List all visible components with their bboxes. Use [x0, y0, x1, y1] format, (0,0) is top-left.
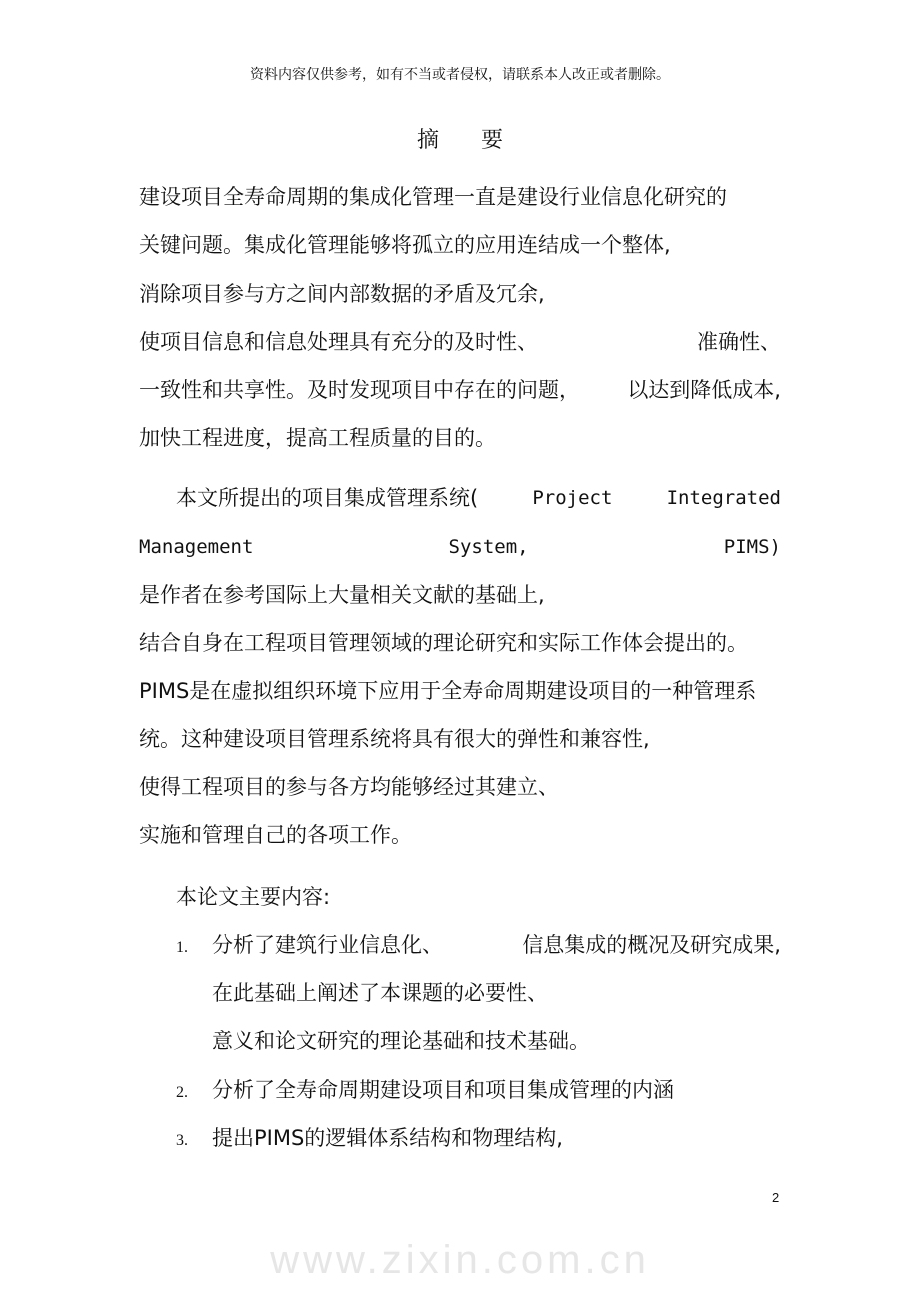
list-number: 1. [176, 939, 188, 956]
paragraph-line: 加快工程进度，提高工程质量的目的。 [139, 426, 496, 450]
paragraph-line: 实施和管理自己的各项工作。 [139, 823, 412, 847]
text: 信息集成的概况及研究成果, [522, 933, 781, 957]
list-item-continuation: 意义和论文研究的理论基础和技术基础。 [212, 1029, 590, 1053]
paragraph-line [176, 484, 781, 512]
list-number: 2. [176, 1084, 188, 1101]
paragraph-line [139, 533, 781, 561]
page-header-disclaimer: 资料内容仅供参考，如有不当或者侵权，请联系本人改正或者删除。 [250, 67, 670, 83]
paragraph-line [139, 328, 781, 356]
contents-heading: 本论文主要内容: [176, 885, 331, 909]
page-number: 2 [772, 1190, 780, 1205]
abstract-title: 摘要 [416, 128, 545, 153]
text: 本文所提出的项目集成管理系统( [176, 486, 479, 510]
text: Project [532, 487, 613, 509]
text: 分析了建筑行业信息化、 [212, 933, 443, 957]
text: 提出PIMS的逻辑体系结构和物理结构, [212, 1126, 563, 1150]
text: 以达到降低成本, [627, 378, 781, 402]
list-item [176, 931, 781, 962]
paragraph-line: 是作者在参考国际上大量相关文献的基础上, [139, 583, 545, 607]
paragraph-line: 使得工程项目的参与各方均能够经过其建立、 [139, 775, 559, 799]
text: 分析了全寿命周期建设项目和项目集成管理的内涵 [212, 1078, 674, 1102]
text: 使项目信息和信息处理具有充分的及时性、 [139, 330, 538, 354]
paragraph-line: 结合自身在工程项目管理领域的理论研究和实际工作体会提出的。 [139, 631, 748, 655]
text: 准确性、 [697, 330, 781, 354]
text: 一致性和共享性。及时发现项目中存在的问题， [139, 378, 580, 402]
text: PIMS) [723, 536, 781, 558]
text: System, [448, 536, 529, 558]
list-number: 3. [176, 1132, 188, 1149]
list-item-continuation: 在此基础上阐述了本课题的必要性、 [212, 981, 548, 1005]
paragraph-line [139, 376, 781, 404]
paragraph-line: 统。这种建设项目管理系统将具有很大的弹性和兼容性, [139, 727, 650, 751]
watermark: www.zixin.com.cn [270, 1238, 650, 1282]
paragraph-line: 消除项目参与方之间内部数据的矛盾及冗余, [139, 282, 545, 306]
text: Integrated [666, 487, 781, 509]
paragraph-line: 建设项目全寿命周期的集成化管理一直是建设行业信息化研究的 [139, 185, 727, 209]
text: Management [139, 536, 254, 558]
paragraph-line: PIMS是在虚拟组织环境下应用于全寿命周期建设项目的一种管理系 [139, 679, 757, 703]
list-item [176, 1076, 818, 1107]
paragraph-line: 关键问题。集成化管理能够将孤立的应用连结成一个整体, [139, 233, 671, 257]
list-item [176, 1124, 818, 1155]
